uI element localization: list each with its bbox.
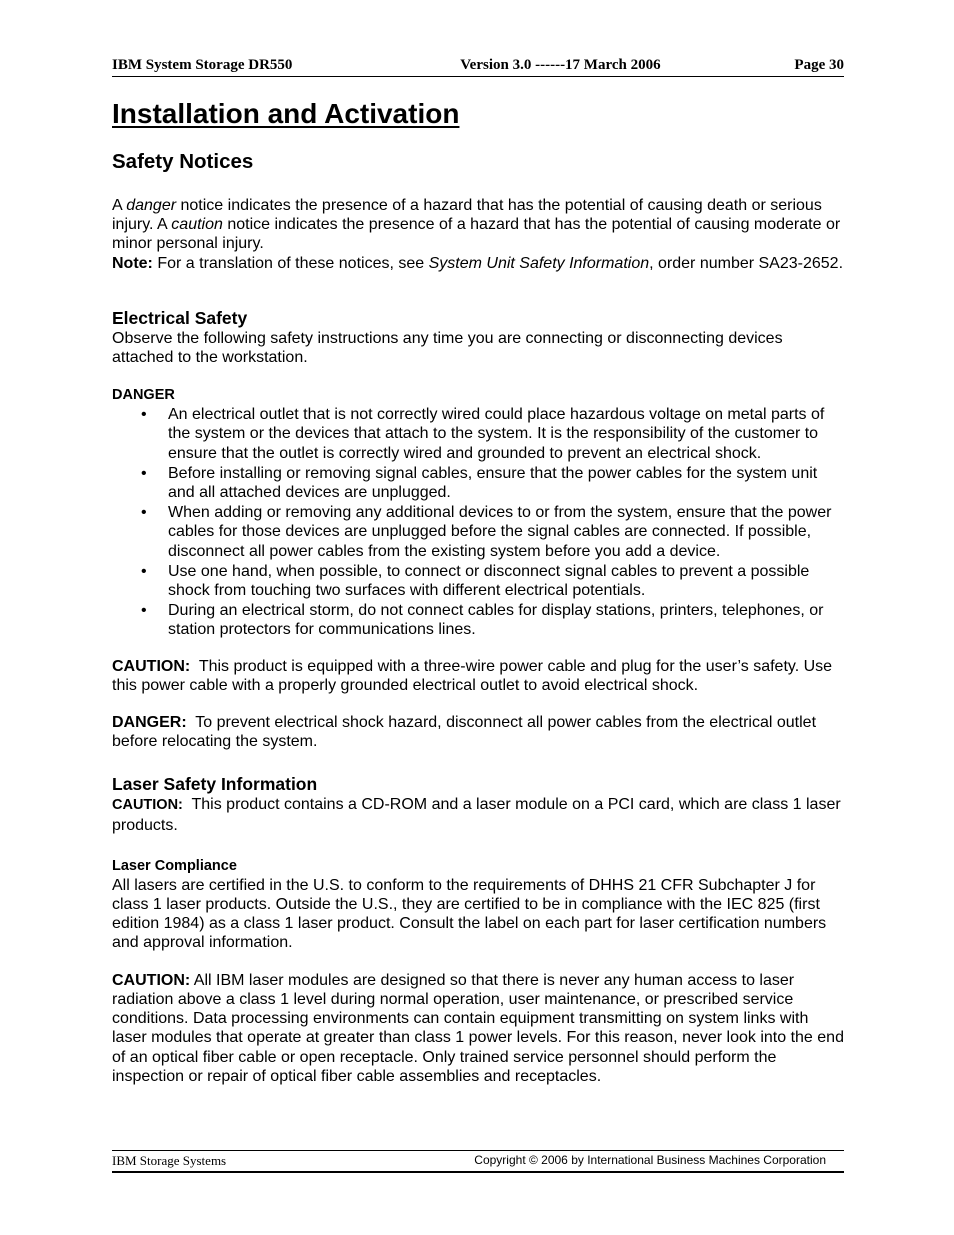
footer-copyright: Copyright © 2006 by International Business Machines Corporation [474,1153,826,1168]
list-item-text: During an electrical storm, do not connect cables for display stations, printers, telephones, or station protectors for communications lines. [168,602,824,639]
list-item-text: Before installing or removing signal cables, ensure that the power cables for the system unit and all attached devices are unplugged. [168,464,818,502]
section-heading-laser-safety: Laser Safety Information [112,774,318,795]
text-run: For a translation of these notices, see [152,254,429,272]
list-item [112,405,844,463]
bullet-icon: • [141,562,147,580]
publication-reference: System Unit Safety Information [428,254,650,272]
header-doc-title: IBM System Storage DR550 [112,57,293,73]
danger-text: To prevent electrical shock hazard, disconnect all power cables from the electrical outlet before relocating the system. [112,714,821,751]
laser-module-caution [112,971,844,1086]
list-item-text: An electrical outlet that is not correctly wired could place hazardous voltage on metal parts of the system or the devices that attach to the system. It is the responsibility of the customer to ensure that the outlet is correctly wired and grounded to prevent an electrical shock. [168,406,825,462]
list-item-text: Use one hand, when possible, to connect or disconnect signal cables to prevent a possible shock from touching two surfaces with different electrical potentials. [168,562,810,600]
section-heading-safety-notices: Safety Notices [112,150,254,173]
header-version: Version 3.0 ------17 March 2006 [460,57,661,73]
list-item [112,562,844,600]
caution-label: CAUTION: [112,657,191,675]
notice-definition-paragraph [112,196,844,254]
danger-label: DANGER [112,387,175,404]
caution-label: CAUTION: [112,797,183,814]
danger-relocation [112,713,844,751]
danger-term: danger [126,197,177,214]
translation-note [112,254,844,273]
text-run: , order number SA23-2652. [649,254,844,272]
page-footer [112,1150,844,1173]
caution-power-cable [112,657,844,695]
note-label: Note: [112,254,153,272]
safety-notices-body [112,196,844,273]
laser-caution [112,795,844,834]
text-run: A [112,197,127,214]
electrical-safety-section [112,308,844,752]
bullet-icon: • [141,406,147,424]
section-heading-electrical-safety: Electrical Safety [112,307,248,328]
document-page [112,55,844,1086]
page-title: Installation and Activation [112,98,460,129]
bullet-icon: • [141,504,147,522]
list-item [112,464,844,502]
laser-compliance-text: All lasers are certified in the U.S. to conform to the requirements of DHHS 21 CFR Subchapter J for class 1 laser products. Outside the U.S., they are certified to be in compliance with the IEC 825 (first edition 1984) as a class 1 laser product. Consult the label on each part for laser certification numbers and approval information. [112,876,827,952]
bullet-icon: • [141,602,147,620]
laser-safety-section [112,774,844,1085]
caution-label: CAUTION: [112,971,191,989]
electrical-intro: Observe the following safety instructions any time you are connecting or disconnecting devices attached to the workstation. [112,329,783,367]
caution-text: This product is equipped with a three-wire power cable and plug for the user’s safety. Use this power cable with a properly grounded electrical outlet to avoid electrical shock. [112,657,837,694]
text-run: notice indicates the presence of a hazard that has the potential of causing death or serious injury. A [112,197,822,234]
header-page-number: Page 30 [794,57,844,73]
bullet-icon: • [141,464,147,482]
list-item-text: When adding or removing any additional devices to or from the system, ensure that the power cables for those devices are unplugged before the signal cables are connected. If possible, disconnect all power cables from the existing system before you add a device. [168,504,832,560]
caution-text: This product contains a CD-ROM and a laser module on a PCI card, which are class 1 laser products. [112,796,846,834]
list-item [112,601,844,639]
danger-label-inline: DANGER: [112,714,187,732]
subheading-laser-compliance: Laser Compliance [112,857,237,874]
page-header [112,55,844,77]
danger-bullet-list [112,405,844,639]
text-run: notice indicates the presence of a hazard that has the potential of causing moderate or minor personal injury. [112,216,841,253]
footer-company: IBM Storage Systems [112,1153,227,1169]
caution-text: All IBM laser modules are designed so that there is never any human access to laser radiation above a class 1 level during normal operation, user maintenance, or prescribed service conditions. Data processing environments can contain equipment transmitting on system links with laser modules that operate at greater than class 1 power levels. For this reason, never look into the end of an optical fiber cable or open receptacle. Only trained service personnel should perform the inspection or repair of optical fiber cable assemblies and receptacles. [112,971,844,1085]
caution-term: caution [171,216,223,234]
list-item [112,503,844,561]
